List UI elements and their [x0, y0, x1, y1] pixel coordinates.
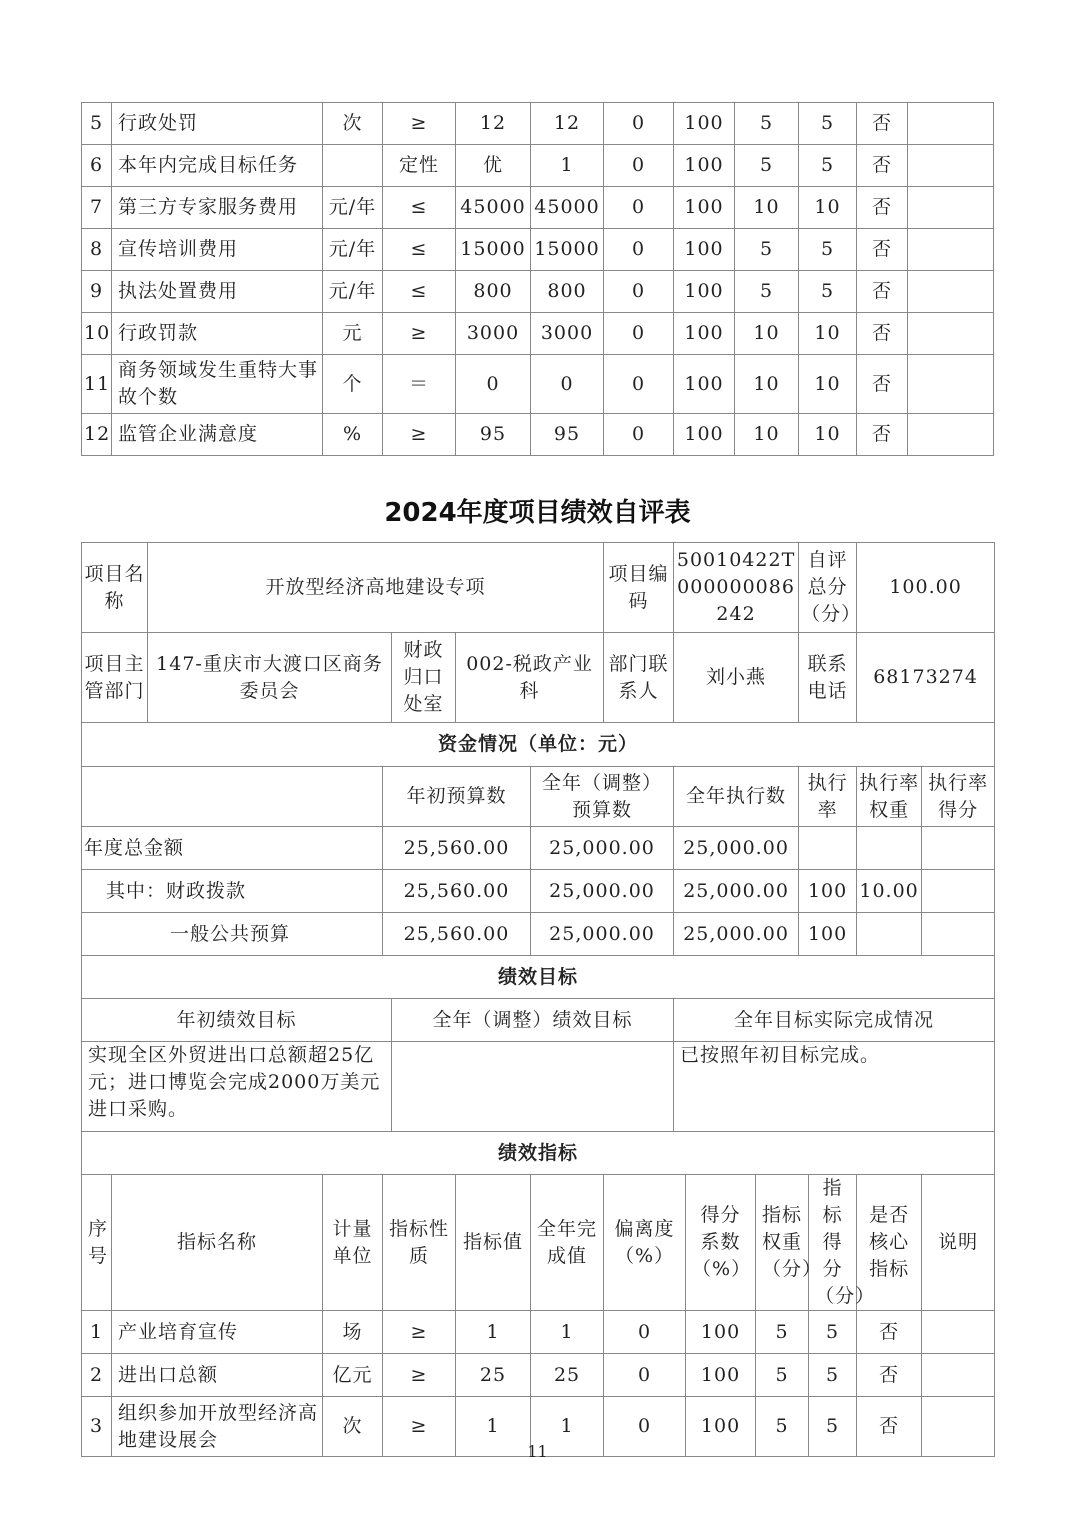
cell-no: 2: [82, 1354, 112, 1397]
cell-dev: 0: [604, 229, 674, 271]
indicators-header-no: 序号: [82, 1175, 112, 1311]
cell-note: [908, 414, 994, 456]
cell-unit: 个: [323, 355, 383, 414]
cell-no: 5: [82, 103, 112, 145]
cell-note: [908, 229, 994, 271]
table-row: [82, 271, 994, 313]
cell-core: 否: [857, 187, 908, 229]
cell-coef: 100: [686, 1311, 756, 1354]
cell-score: 10: [799, 313, 857, 355]
cell-unit: 元/年: [323, 271, 383, 313]
cell-unit: 亿元: [323, 1354, 383, 1397]
indicators-header-weight: 指标权重（分）: [756, 1175, 809, 1311]
indicators-section-header: 绩效指标: [82, 1132, 995, 1175]
funds-label: 年度总金额: [82, 827, 383, 870]
cell-unit: 次: [323, 103, 383, 145]
cell-score: 5: [799, 145, 857, 187]
cell-weight: 5: [756, 1311, 809, 1354]
contact-label: 部门联系人: [604, 633, 674, 723]
cell-actual: 25: [531, 1354, 604, 1397]
cell-coef: 100: [674, 313, 735, 355]
cell-name: 第三方专家服务费用: [112, 187, 323, 229]
cell-unit: [323, 145, 383, 187]
table-row: [82, 229, 994, 271]
indicator-table-continued: [81, 102, 994, 456]
funds-header-initial: 年初预算数: [383, 767, 531, 827]
funds-weight: 10.00: [857, 870, 922, 913]
cell-coef: 100: [674, 271, 735, 313]
indicators-header-coef: 得分系数（%）: [686, 1175, 756, 1311]
goals-header-initial: 年初绩效目标: [82, 999, 392, 1042]
project-name: 开放型经济高地建设专项: [148, 543, 604, 633]
cell-unit: 元/年: [323, 187, 383, 229]
funds-label: 一般公共预算: [82, 913, 383, 956]
funds-header-blank: [82, 767, 383, 827]
cell-name: 产业培育宣传: [112, 1311, 323, 1354]
cell-coef: 100: [674, 103, 735, 145]
funds-score: [922, 913, 995, 956]
table-row: [82, 1311, 995, 1354]
cell-name: 行政处罚: [112, 103, 323, 145]
project-code-label: 项目编码: [604, 543, 674, 633]
cell-note: [922, 1354, 995, 1397]
funds-initial: 25,560.00: [383, 913, 531, 956]
page-number: 11: [527, 1442, 548, 1461]
goals-header-adjusted: 全年（调整）绩效目标: [392, 999, 674, 1042]
cell-unit: 场: [323, 1311, 383, 1354]
cell-name: 本年内完成目标任务: [112, 145, 323, 187]
goals-header-actual: 全年目标实际完成情况: [674, 999, 995, 1042]
indicators-header-target: 指标值: [456, 1175, 531, 1311]
cell-weight: 5: [735, 145, 799, 187]
cell-weight: 10: [735, 355, 799, 414]
goals-initial: 实现全区外贸进出口总额超25亿元；进口博览会完成2000万美元进口采购。: [82, 1042, 392, 1132]
funds-section-header: 资金情况（单位：元）: [82, 723, 995, 767]
cell-target: 45000: [456, 187, 531, 229]
funds-header-rate: 执行率: [799, 767, 857, 827]
cell-score: 5: [799, 229, 857, 271]
cell-target: 优: [456, 145, 531, 187]
funds-label: 其中：财政拨款: [82, 870, 383, 913]
cell-core: 否: [857, 271, 908, 313]
cell-actual: 1: [531, 1397, 604, 1457]
cell-name: 宣传培训费用: [112, 229, 323, 271]
cell-dev: 0: [604, 1354, 686, 1397]
cell-actual: 95: [531, 414, 604, 456]
funds-header-weight: 执行率权重: [857, 767, 922, 827]
cell-coef: 100: [674, 145, 735, 187]
cell-nature: ≥: [383, 1354, 456, 1397]
funds-adjusted: 25,000.00: [531, 913, 674, 956]
goals-adjusted: [392, 1042, 674, 1132]
indicators-header-actual: 全年完成值: [531, 1175, 604, 1311]
cell-score: 5: [799, 271, 857, 313]
cell-unit: %: [323, 414, 383, 456]
cell-target: 0: [456, 355, 531, 414]
finance-office: 002-税政产业科: [456, 633, 604, 723]
funds-executed: 25,000.00: [674, 827, 799, 870]
dept: 147-重庆市大渡口区商务委员会: [148, 633, 392, 723]
project-name-label: 项目名称: [82, 543, 148, 633]
cell-unit: 次: [323, 1397, 383, 1457]
table-row: [82, 355, 994, 414]
cell-unit: 元/年: [323, 229, 383, 271]
cell-core: 否: [857, 355, 908, 414]
funds-header-executed: 全年执行数: [674, 767, 799, 827]
cell-coef: 100: [674, 229, 735, 271]
table-row: [82, 103, 994, 145]
indicators-header-unit: 计量单位: [323, 1175, 383, 1311]
self-evaluation-table: [81, 542, 995, 1457]
indicators-header-row: [82, 1175, 995, 1311]
cell-actual: 12: [531, 103, 604, 145]
cell-weight: 10: [735, 414, 799, 456]
cell-dev: 0: [604, 187, 674, 229]
cell-nature: 定性: [383, 145, 456, 187]
table-row: [82, 1354, 995, 1397]
cell-note: [908, 313, 994, 355]
cell-dev: 0: [604, 103, 674, 145]
cell-dev: 0: [604, 271, 674, 313]
cell-weight: 5: [735, 103, 799, 145]
indicators-header-name: 指标名称: [112, 1175, 323, 1311]
cell-core: 否: [857, 1311, 922, 1354]
cell-target: 800: [456, 271, 531, 313]
cell-no: 8: [82, 229, 112, 271]
phone-label: 联系电话: [799, 633, 857, 723]
cell-actual: 1: [531, 1311, 604, 1354]
cell-core: 否: [857, 1354, 922, 1397]
cell-actual: 3000: [531, 313, 604, 355]
cell-no: 6: [82, 145, 112, 187]
cell-target: 95: [456, 414, 531, 456]
cell-dev: 0: [604, 313, 674, 355]
cell-name: 商务领域发生重特大事故个数: [112, 355, 323, 414]
cell-coef: 100: [686, 1397, 756, 1457]
indicators-header-nature: 指标性质: [383, 1175, 456, 1311]
cell-actual: 800: [531, 271, 604, 313]
cell-score: 5: [809, 1354, 857, 1397]
self-score: 100.00: [857, 543, 995, 633]
indicators-header-dev: 偏离度（%）: [604, 1175, 686, 1311]
indicators-header-core: 是否核心指标: [857, 1175, 922, 1311]
cell-name: 进出口总额: [112, 1354, 323, 1397]
cell-actual: 15000: [531, 229, 604, 271]
page-title: 2024年度项目绩效自评表: [384, 498, 691, 528]
cell-core: 否: [857, 1397, 922, 1457]
dept-label: 项目主管部门: [82, 633, 148, 723]
cell-weight: 10: [735, 313, 799, 355]
cell-target: 15000: [456, 229, 531, 271]
cell-note: [908, 187, 994, 229]
cell-nature: ≥: [383, 1311, 456, 1354]
cell-note: [908, 271, 994, 313]
project-code: 50010422T000000086242: [674, 543, 799, 633]
cell-target: 1: [456, 1311, 531, 1354]
cell-dev: 0: [604, 1311, 686, 1354]
cell-no: 10: [82, 313, 112, 355]
funds-score: [922, 827, 995, 870]
cell-name: 组织参加开放型经济高地建设展会: [112, 1397, 323, 1457]
self-score-label: 自评总分（分）: [799, 543, 857, 633]
cell-nature: ≤: [383, 187, 456, 229]
cell-actual: 45000: [531, 187, 604, 229]
funds-rate: 100: [799, 870, 857, 913]
cell-dev: 0: [604, 145, 674, 187]
funds-row: [82, 870, 995, 913]
cell-coef: 100: [686, 1354, 756, 1397]
cell-name: 执法处置费用: [112, 271, 323, 313]
cell-coef: 100: [674, 414, 735, 456]
cell-target: 3000: [456, 313, 531, 355]
funds-initial: 25,560.00: [383, 827, 531, 870]
funds-score: [922, 870, 995, 913]
cell-target: 12: [456, 103, 531, 145]
table-row: [82, 414, 994, 456]
goals-section-header: 绩效目标: [82, 956, 995, 999]
cell-score: 5: [809, 1397, 857, 1457]
cell-nature: ≥: [383, 103, 456, 145]
funds-executed: 25,000.00: [674, 913, 799, 956]
cell-nature: ≤: [383, 229, 456, 271]
funds-adjusted: 25,000.00: [531, 827, 674, 870]
cell-no: 1: [82, 1311, 112, 1354]
cell-no: 7: [82, 187, 112, 229]
cell-nature: ≥: [383, 414, 456, 456]
cell-actual: 1: [531, 145, 604, 187]
cell-weight: 5: [735, 271, 799, 313]
cell-no: 11: [82, 355, 112, 414]
cell-score: 10: [799, 187, 857, 229]
cell-score: 10: [799, 355, 857, 414]
indicators-header-note: 说明: [922, 1175, 995, 1311]
funds-adjusted: 25,000.00: [531, 870, 674, 913]
funds-initial: 25,560.00: [383, 870, 531, 913]
funds-header-adjusted: 全年（调整）预算数: [531, 767, 674, 827]
table-row: [82, 187, 994, 229]
cell-name: 监管企业满意度: [112, 414, 323, 456]
funds-row: [82, 827, 995, 870]
funds-executed: 25,000.00: [674, 870, 799, 913]
cell-score: 5: [799, 103, 857, 145]
cell-dev: 0: [604, 1397, 686, 1457]
funds-rate: 100: [799, 913, 857, 956]
cell-nature: ≥: [383, 1397, 456, 1457]
cell-weight: 5: [756, 1397, 809, 1457]
cell-core: 否: [857, 145, 908, 187]
cell-no: 3: [82, 1397, 112, 1457]
cell-weight: 5: [756, 1354, 809, 1397]
cell-core: 否: [857, 229, 908, 271]
cell-coef: 100: [674, 187, 735, 229]
cell-weight: 5: [735, 229, 799, 271]
cell-score: 10: [799, 414, 857, 456]
cell-note: [908, 103, 994, 145]
cell-nature: ＝: [383, 355, 456, 414]
cell-target: 1: [456, 1397, 531, 1457]
cell-dev: 0: [604, 414, 674, 456]
cell-coef: 100: [674, 355, 735, 414]
cell-unit: 元: [323, 313, 383, 355]
cell-dev: 0: [604, 355, 674, 414]
cell-core: 否: [857, 313, 908, 355]
cell-note: [908, 145, 994, 187]
funds-rate: [799, 827, 857, 870]
funds-row: [82, 913, 995, 956]
phone: 68173274: [857, 633, 995, 723]
indicators-header-score: 指标得分（分）: [809, 1175, 857, 1311]
table-row: [82, 313, 994, 355]
cell-nature: ≤: [383, 271, 456, 313]
cell-note: [922, 1311, 995, 1354]
cell-core: 否: [857, 103, 908, 145]
cell-weight: 10: [735, 187, 799, 229]
cell-name: 行政罚款: [112, 313, 323, 355]
cell-note: [908, 355, 994, 414]
cell-score: 5: [809, 1311, 857, 1354]
cell-target: 25: [456, 1354, 531, 1397]
cell-no: 9: [82, 271, 112, 313]
funds-header-score: 执行率得分: [922, 767, 995, 827]
cell-actual: 0: [531, 355, 604, 414]
cell-nature: ≥: [383, 313, 456, 355]
goals-actual: 已按照年初目标完成。: [674, 1042, 995, 1132]
cell-no: 12: [82, 414, 112, 456]
funds-weight: [857, 913, 922, 956]
table-row: [82, 145, 994, 187]
finance-office-label: 财政归口处室: [392, 633, 456, 723]
contact-person: 刘小燕: [674, 633, 799, 723]
funds-weight: [857, 827, 922, 870]
cell-core: 否: [857, 414, 908, 456]
